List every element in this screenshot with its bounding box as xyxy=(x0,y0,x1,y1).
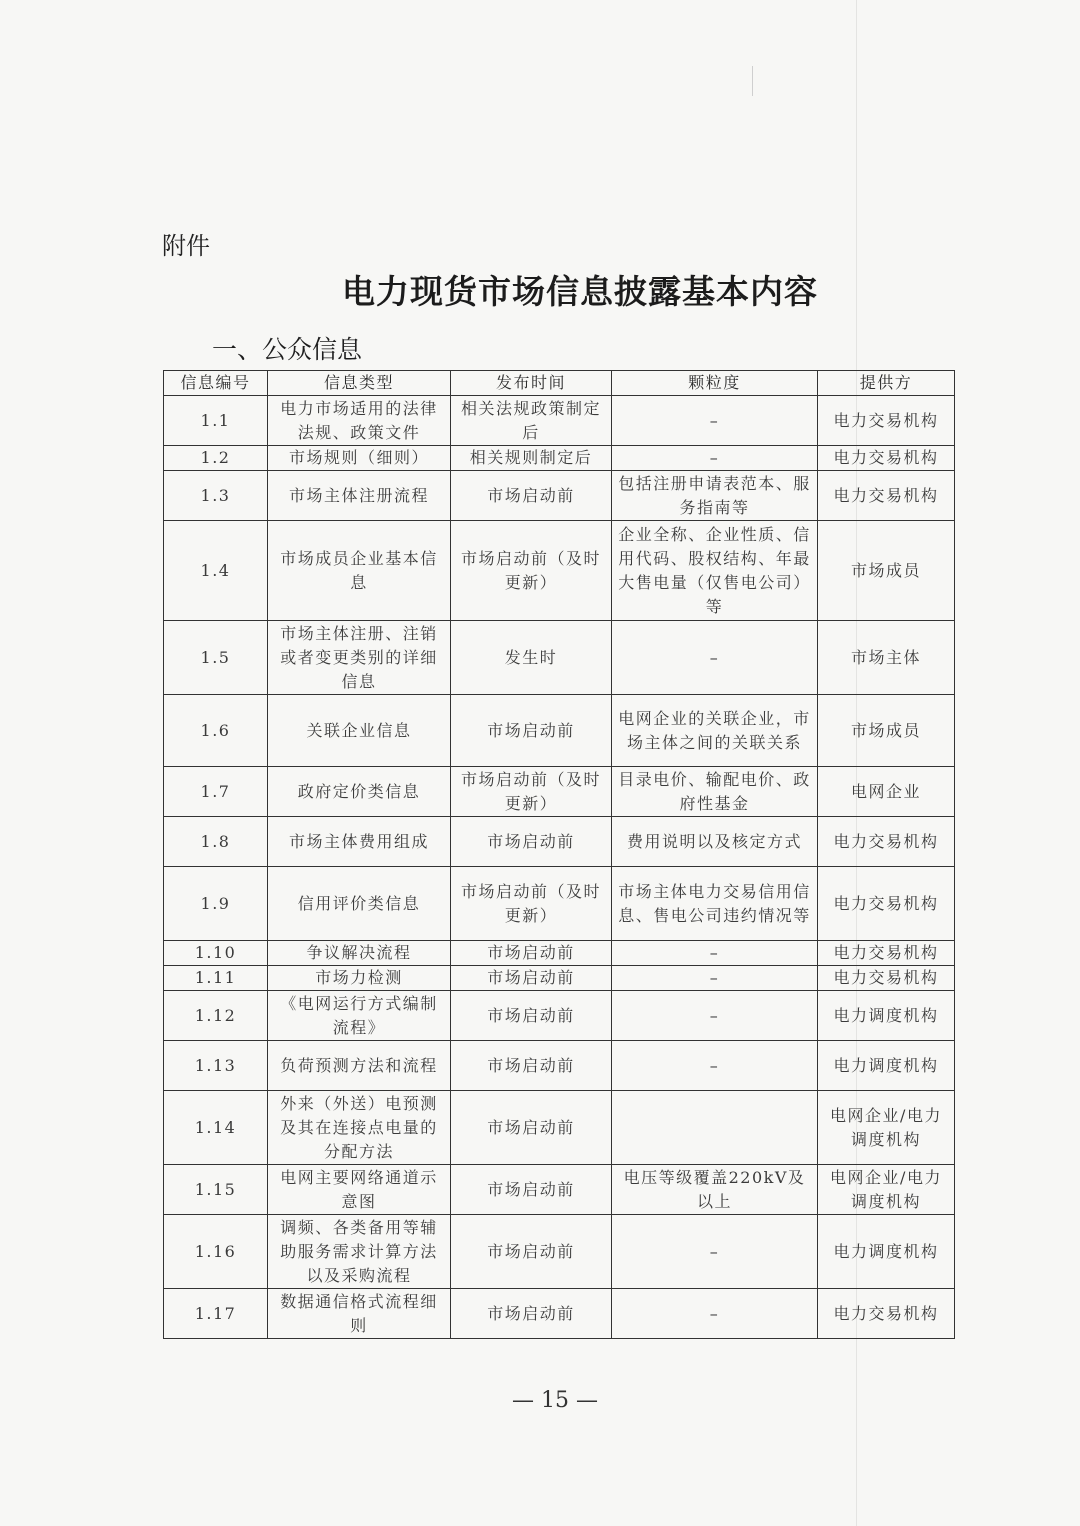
cell-granularity: 电压等级覆盖220kV及以上 xyxy=(612,1165,818,1215)
header-id: 信息编号 xyxy=(164,371,268,396)
cell-type: 调频、各类备用等辅助服务需求计算方法以及采购流程 xyxy=(268,1215,451,1289)
cell-id: 1.17 xyxy=(164,1289,268,1339)
cell-id: 1.4 xyxy=(164,521,268,621)
cell-time: 市场启动前 xyxy=(451,695,612,767)
cell-granularity: – xyxy=(612,1041,818,1091)
cell-id: 1.11 xyxy=(164,966,268,991)
cell-granularity: 电网企业的关联企业，市场主体之间的关联关系 xyxy=(612,695,818,767)
cell-granularity: 费用说明以及核定方式 xyxy=(612,817,818,867)
table-row xyxy=(164,1289,955,1339)
header-provider: 提供方 xyxy=(818,371,955,396)
table-row xyxy=(164,767,955,817)
cell-time: 市场启动前 xyxy=(451,1091,612,1165)
cell-granularity: 包括注册申请表范本、服务指南等 xyxy=(612,471,818,521)
cell-provider: 市场成员 xyxy=(818,695,955,767)
disclosure-table xyxy=(163,370,955,1339)
cell-granularity: – xyxy=(612,966,818,991)
cell-provider: 电力交易机构 xyxy=(818,966,955,991)
cell-time: 市场启动前 xyxy=(451,817,612,867)
cell-id: 1.1 xyxy=(164,396,268,446)
cell-provider: 电力调度机构 xyxy=(818,1041,955,1091)
cell-granularity: 企业全称、企业性质、信用代码、股权结构、年最大售电量（仅售电公司）等 xyxy=(612,521,818,621)
cell-id: 1.9 xyxy=(164,867,268,941)
cell-time: 市场启动前（及时更新） xyxy=(451,521,612,621)
cell-type: 市场主体注册流程 xyxy=(268,471,451,521)
header-time: 发布时间 xyxy=(451,371,612,396)
cell-id: 1.8 xyxy=(164,817,268,867)
cell-time: 市场启动前（及时更新） xyxy=(451,867,612,941)
cell-time: 市场启动前 xyxy=(451,1041,612,1091)
cell-type: 市场规则（细则） xyxy=(268,446,451,471)
cell-granularity: – xyxy=(612,1215,818,1289)
table-row xyxy=(164,1041,955,1091)
cell-type: 政府定价类信息 xyxy=(268,767,451,817)
cell-provider: 电力交易机构 xyxy=(818,1289,955,1339)
cell-provider: 电力调度机构 xyxy=(818,1215,955,1289)
cell-granularity: – xyxy=(612,621,818,695)
cell-time: 相关法规政策制定后 xyxy=(451,396,612,446)
cell-id: 1.12 xyxy=(164,991,268,1041)
table-header-row xyxy=(164,371,955,396)
cell-provider: 电力交易机构 xyxy=(818,867,955,941)
table-row xyxy=(164,695,955,767)
cell-id: 1.15 xyxy=(164,1165,268,1215)
document-title: 电力现货市场信息披露基本内容 xyxy=(342,272,818,311)
cell-id: 1.10 xyxy=(164,941,268,966)
table-row xyxy=(164,446,955,471)
cell-provider: 电网企业/电力调度机构 xyxy=(818,1091,955,1165)
cell-provider: 电力调度机构 xyxy=(818,991,955,1041)
cell-type: 外来（外送）电预测及其在连接点电量的分配方法 xyxy=(268,1091,451,1165)
cell-id: 1.3 xyxy=(164,471,268,521)
page-number: — 15 — xyxy=(512,1388,598,1413)
table-row xyxy=(164,991,955,1041)
cell-provider: 电力交易机构 xyxy=(818,446,955,471)
cell-id: 1.2 xyxy=(164,446,268,471)
cell-time: 市场启动前（及时更新） xyxy=(451,767,612,817)
table-row xyxy=(164,817,955,867)
section-heading: 一、公众信息 xyxy=(212,335,363,364)
cell-id: 1.5 xyxy=(164,621,268,695)
table-row xyxy=(164,867,955,941)
cell-type: 市场主体费用组成 xyxy=(268,817,451,867)
cell-granularity: 目录电价、输配电价、政府性基金 xyxy=(612,767,818,817)
cell-granularity: – xyxy=(612,991,818,1041)
attachment-label: 附件 xyxy=(162,232,210,260)
cell-time: 市场启动前 xyxy=(451,966,612,991)
table-row xyxy=(164,521,955,621)
cell-type: 信用评价类信息 xyxy=(268,867,451,941)
cell-time: 相关规则制定后 xyxy=(451,446,612,471)
cell-time: 市场启动前 xyxy=(451,941,612,966)
header-type: 信息类型 xyxy=(268,371,451,396)
table-row xyxy=(164,621,955,695)
cell-time: 市场启动前 xyxy=(451,1165,612,1215)
cell-provider: 市场成员 xyxy=(818,521,955,621)
table-row xyxy=(164,471,955,521)
cell-type: 市场成员企业基本信息 xyxy=(268,521,451,621)
cell-type: 负荷预测方法和流程 xyxy=(268,1041,451,1091)
cell-time: 市场启动前 xyxy=(451,1215,612,1289)
cell-type: 电网主要网络通道示意图 xyxy=(268,1165,451,1215)
cell-granularity xyxy=(612,1091,818,1165)
cell-time: 发生时 xyxy=(451,621,612,695)
cell-provider: 电力交易机构 xyxy=(818,471,955,521)
cell-granularity: – xyxy=(612,1289,818,1339)
cell-type: 《电网运行方式编制流程》 xyxy=(268,991,451,1041)
cell-type: 市场主体注册、注销或者变更类别的详细信息 xyxy=(268,621,451,695)
cell-id: 1.6 xyxy=(164,695,268,767)
cell-type: 电力市场适用的法律法规、政策文件 xyxy=(268,396,451,446)
cell-id: 1.13 xyxy=(164,1041,268,1091)
cell-granularity: – xyxy=(612,446,818,471)
cell-type: 市场力检测 xyxy=(268,966,451,991)
table-row xyxy=(164,941,955,966)
cell-provider: 电力交易机构 xyxy=(818,941,955,966)
cell-id: 1.7 xyxy=(164,767,268,817)
cell-provider: 电力交易机构 xyxy=(818,817,955,867)
cell-granularity: 市场主体电力交易信用信息、售电公司违约情况等 xyxy=(612,867,818,941)
cell-type: 数据通信格式流程细则 xyxy=(268,1289,451,1339)
cell-provider: 电网企业 xyxy=(818,767,955,817)
cell-granularity: – xyxy=(612,396,818,446)
cell-provider: 市场主体 xyxy=(818,621,955,695)
header-granularity: 颗粒度 xyxy=(612,371,818,396)
cell-provider: 电力交易机构 xyxy=(818,396,955,446)
cell-granularity: – xyxy=(612,941,818,966)
table-row xyxy=(164,966,955,991)
table-row xyxy=(164,396,955,446)
cell-provider: 电网企业/电力调度机构 xyxy=(818,1165,955,1215)
cell-time: 市场启动前 xyxy=(451,471,612,521)
cell-type: 争议解决流程 xyxy=(268,941,451,966)
cell-time: 市场启动前 xyxy=(451,1289,612,1339)
cell-id: 1.14 xyxy=(164,1091,268,1165)
cell-id: 1.16 xyxy=(164,1215,268,1289)
cell-time: 市场启动前 xyxy=(451,991,612,1041)
scan-mark xyxy=(752,66,753,96)
table-row xyxy=(164,1165,955,1215)
cell-type: 关联企业信息 xyxy=(268,695,451,767)
table-row xyxy=(164,1091,955,1165)
table-row xyxy=(164,1215,955,1289)
